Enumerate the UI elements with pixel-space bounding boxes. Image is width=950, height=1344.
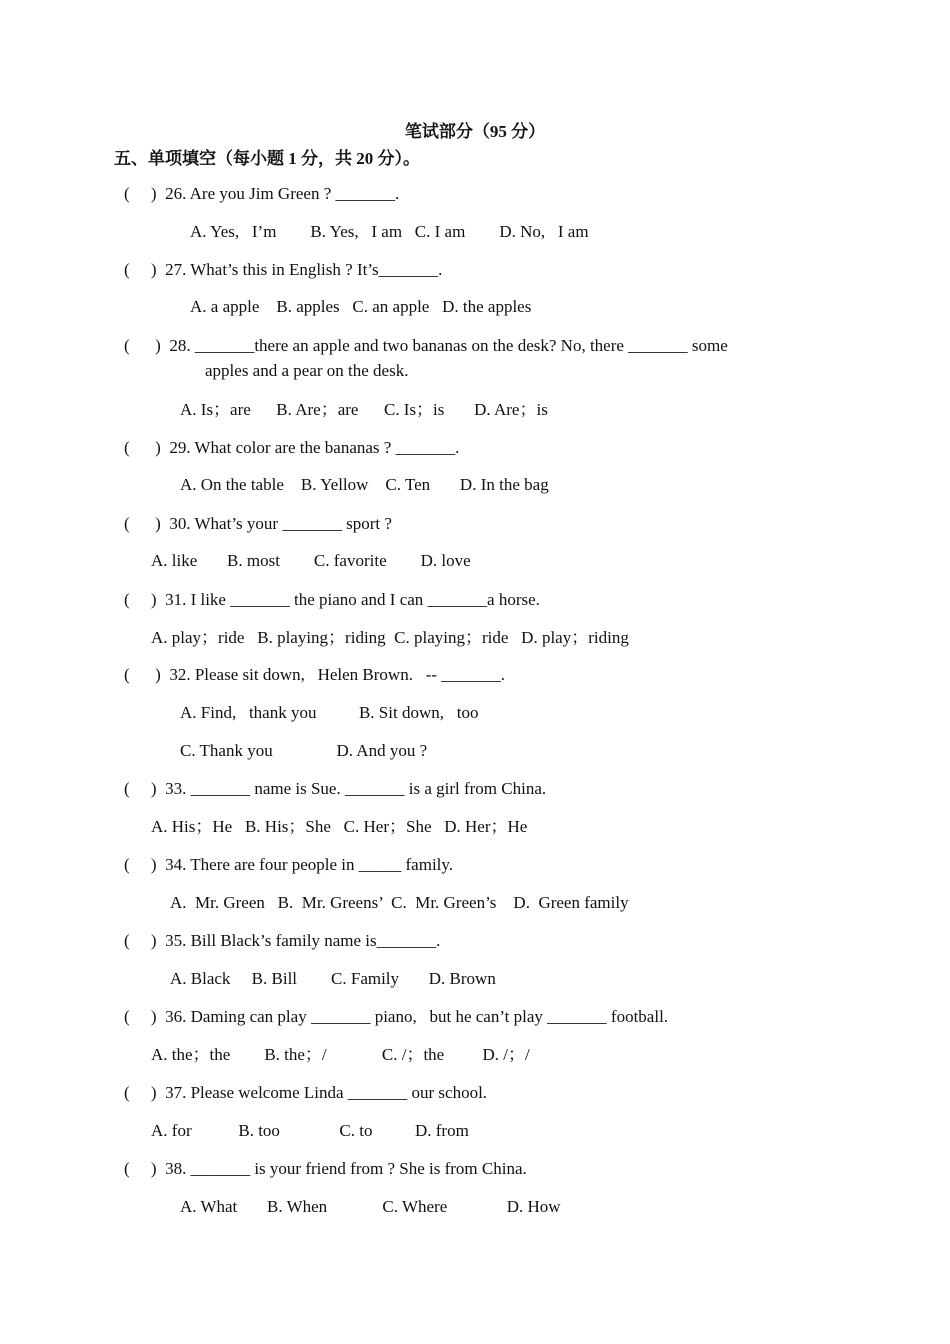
- question-38: ( ) 38. _______ is your friend from ? She is from China.: [124, 1159, 527, 1178]
- question-32-options-row1: A. Find, thank you B. Sit down, too: [180, 703, 479, 722]
- question-35: ( ) 35. Bill Black’s family name is_______.: [124, 931, 441, 950]
- question-34-options: A. Mr. Green B. Mr. Greens’ C. Mr. Green’s D. Green family: [170, 893, 629, 912]
- question-27: ( ) 27. What’s this in English ? It’s_______.: [124, 260, 443, 279]
- question-28-options: A. Is；are B. Are；are C. Is；is D. Are；is: [180, 400, 548, 419]
- question-26: ( ) 26. Are you Jim Green ? _______.: [124, 184, 400, 203]
- question-30-options: A. like B. most C. favorite D. love: [151, 551, 471, 570]
- question-32: ( ) 32. Please sit down, Helen Brown. -- _______.: [124, 665, 506, 684]
- section-title: 五、单项填空（每小题 1 分，共 20 分）。: [114, 149, 420, 168]
- question-35-options: A. Black B. Bill C. Family D. Brown: [170, 969, 496, 988]
- question-38-options: A. What B. When C. Where D. How: [180, 1197, 561, 1216]
- question-29-options: A. On the table B. Yellow C. Ten D. In the bag: [180, 475, 549, 494]
- question-37: ( ) 37. Please welcome Linda _______ our school.: [124, 1083, 488, 1102]
- question-31: ( ) 31. I like _______ the piano and I can _______a horse.: [124, 590, 540, 609]
- question-36: ( ) 36. Daming can play _______ piano, but he can’t play _______ football.: [124, 1007, 669, 1026]
- question-32-options-row2: C. Thank you D. And you ?: [180, 741, 428, 760]
- question-34: ( ) 34. There are four people in _____ family.: [124, 855, 454, 874]
- question-29: ( ) 29. What color are the bananas ? _______.: [124, 438, 460, 457]
- page-title: 笔试部分（95 分）: [404, 122, 546, 141]
- question-27-options: A. a apple B. apples C. an apple D. the apples: [190, 297, 532, 316]
- question-26-options: A. Yes, I’m B. Yes, I am C. I am D. No, I am: [190, 222, 589, 241]
- question-36-options: A. the；the B. the；/ C. /；the D. /；/: [151, 1045, 530, 1064]
- question-30: ( ) 30. What’s your _______ sport ?: [124, 514, 392, 533]
- question-28-continuation: apples and a pear on the desk.: [205, 361, 409, 380]
- question-37-options: A. for B. too C. to D. from: [151, 1121, 469, 1140]
- question-28: ( ) 28. _______there an apple and two bananas on the desk? No, there _______ some: [124, 336, 728, 355]
- question-33-options: A. His；He B. His；She C. Her；She D. Her；He: [151, 817, 528, 836]
- question-33: ( ) 33. _______ name is Sue. _______ is a girl from China.: [124, 779, 547, 798]
- question-31-options: A. play；ride B. playing；riding C. playing；ride D. play；riding: [151, 628, 629, 647]
